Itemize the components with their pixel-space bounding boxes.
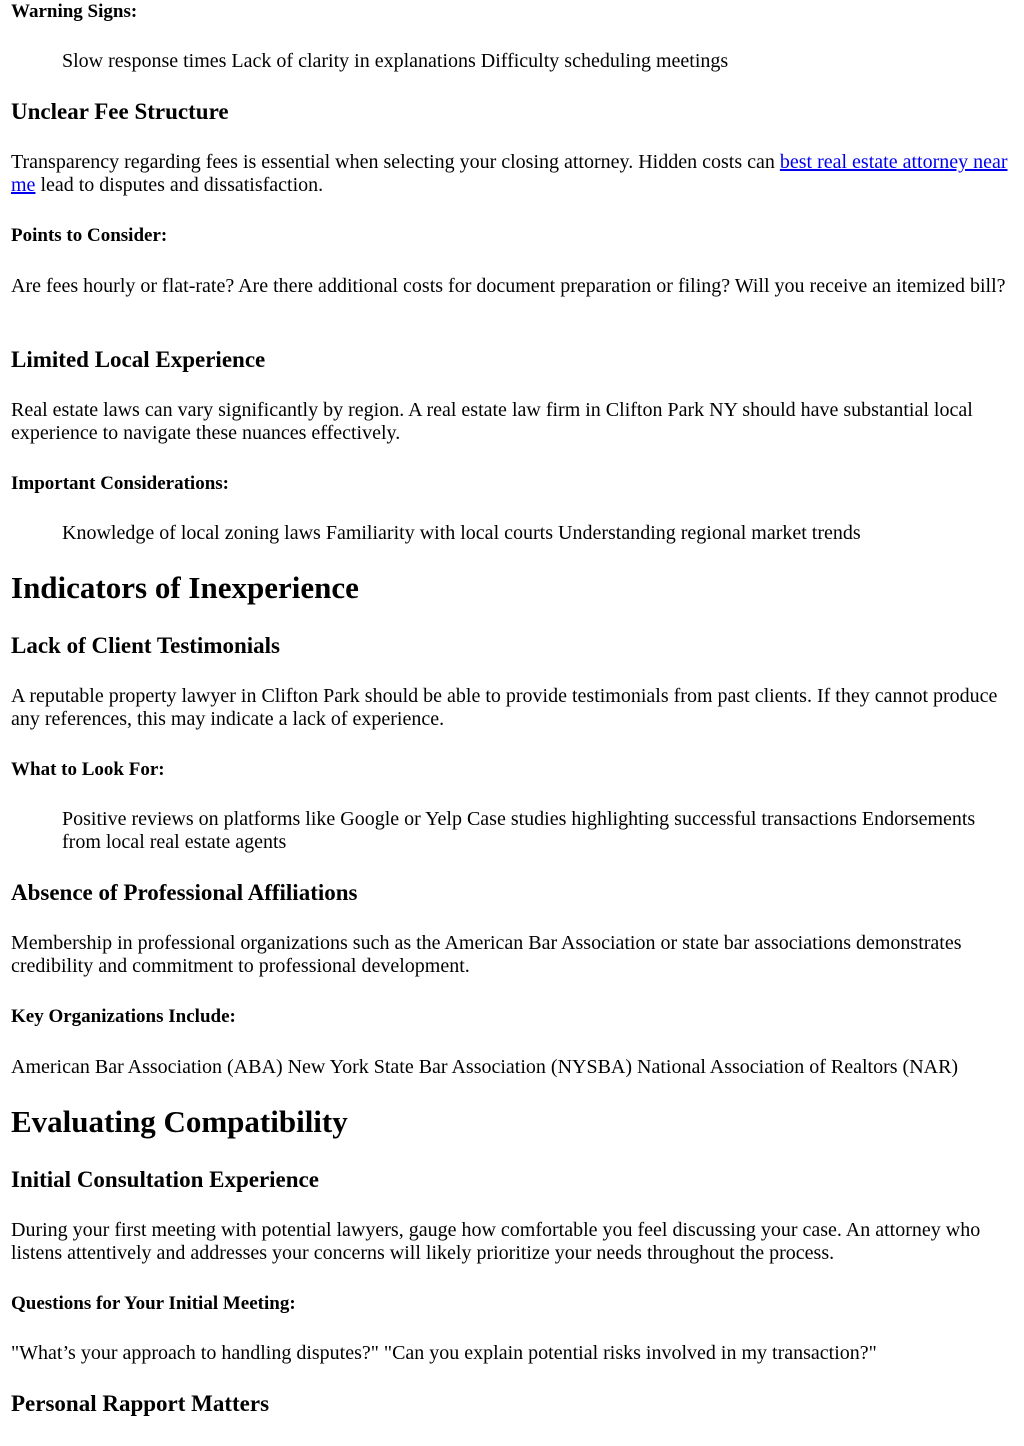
important-considerations-list: Knowledge of local zoning laws Familiarity with local courts Understanding regional market trends: [62, 522, 861, 544]
testimonials-paragraph: A reputable property lawyer in Clifton Park should be able to provide testimonials from past clients. If they cannot produce any references, this may indicate a lack of experience.: [11, 685, 998, 730]
client-testimonials-heading: Lack of Client Testimonials: [11, 633, 281, 658]
indicators-of-inexperience-heading: Indicators of Inexperience: [11, 570, 359, 605]
affiliations-paragraph: Membership in professional organizations such as the American Bar Association or state bar associations demonstrates credibility and commitment to professional development.: [11, 932, 962, 977]
best-attorney-link[interactable]: best real estate attorney near me: [11, 151, 1008, 196]
personal-rapport-heading: Personal Rapport Matters: [11, 1391, 270, 1416]
fee-text-before: Transparency regarding fees is essential when selecting your closing attorney. Hidden costs can: [11, 151, 780, 173]
warning-signs-list: Slow response times Lack of clarity in explanations Difficulty scheduling meetings: [62, 50, 729, 72]
fee-text-after: lead to disputes and dissatisfaction.: [35, 174, 324, 196]
evaluating-compatibility-heading: Evaluating Compatibility: [11, 1104, 348, 1139]
what-to-look-for-heading: What to Look For:: [11, 759, 165, 780]
consultation-paragraph: During your first meeting with potential lawyers, gauge how comfortable you feel discussing your case. An attorney who listens attentively and addresses your concerns will likely prioritize your needs throughout the process.: [11, 1219, 981, 1264]
initial-consultation-heading: Initial Consultation Experience: [11, 1167, 319, 1192]
points-to-consider-heading: Points to Consider:: [11, 225, 168, 246]
local-experience-paragraph: Real estate laws can vary significantly by region. A real estate law firm in Clifton Park NY should have substantial local experience to navigate these nuances effectively.: [11, 399, 973, 444]
important-considerations-heading: Important Considerations:: [11, 473, 229, 494]
fee-paragraph: [11, 151, 1014, 197]
warning-signs-heading: Warning Signs:: [11, 1, 138, 22]
initial-meeting-questions-heading: Questions for Your Initial Meeting:: [11, 1293, 296, 1314]
key-organizations-heading: Key Organizations Include:: [11, 1006, 236, 1027]
limited-local-experience-heading: Limited Local Experience: [11, 347, 266, 372]
what-to-look-for-list: Positive reviews on platforms like Google or Yelp Case studies highlighting successful transactions Endorsements from local real estate agents: [62, 808, 976, 853]
professional-affiliations-heading: Absence of Professional Affiliations: [11, 880, 358, 905]
key-organizations-list: American Bar Association (ABA) New York State Bar Association (NYSBA) National Association of Realtors (NAR): [11, 1056, 959, 1078]
points-to-consider-text: Are fees hourly or flat-rate? Are there additional costs for document preparation or filing? Will you receive an itemized bill?: [11, 275, 1006, 297]
unclear-fee-structure-heading: Unclear Fee Structure: [11, 99, 229, 124]
initial-meeting-questions-text: "What’s your approach to handling disputes?" "Can you explain potential risks involved in my transaction?": [11, 1342, 877, 1364]
